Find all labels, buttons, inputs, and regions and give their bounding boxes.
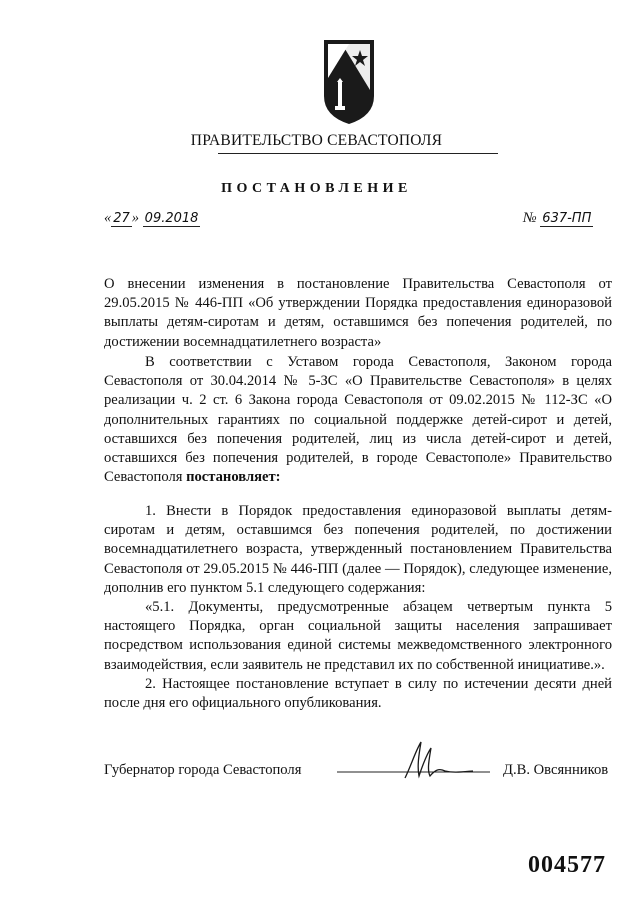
date-close-quote: » (131, 210, 140, 226)
resolution-items (104, 502, 612, 713)
signatory-position: Губернатор города Севастополя (104, 762, 302, 778)
preamble-bold-verb: постановляет: (186, 469, 281, 486)
document-number (523, 210, 593, 227)
item-1: 1. Внести в Порядок предоставления единоразовой выплаты детям-сиротам и детям, оставшимся без попечения родителей, по достижении восемнадцатилетнего возраста, утвержденный постановлением Правительства Севастополя от 29.05.2015 № 446-ПП (далее — Порядок), следующее изменение, дополнив его пунктом 5.1 следующего содержания: (104, 503, 612, 596)
header-divider (218, 153, 498, 154)
document-type-heading: ПОСТАНОВЛЕНИЕ (221, 181, 412, 196)
date-day: 27 (113, 211, 130, 226)
subject-text: О внесении изменения в постановление Правительства Севастополя от 29.05.2015 № 446-ПП «Об утверждении Порядка предоставления единоразовой выплаты детям-сиротам и детям, оставшимся без попечения родителей, по достижении восемнадцатилетнего возраста» (104, 276, 612, 350)
government-title: ПРАВИТЕЛЬСТВО СЕВАСТОПОЛЯ (190, 132, 443, 149)
number-value: 637-ПП (542, 211, 592, 226)
item-2: 2. Настоящее постановление вступает в силу по истечении десяти дней после дня его официального опубликования. (104, 675, 612, 712)
handwritten-signature (335, 740, 495, 785)
date-month-year: 09.2018 (144, 211, 199, 226)
number-sign: № (523, 210, 537, 226)
item-1-quote: «5.1. Документы, предусмотренные абзацем четвертым пункта 5 настоящего Порядка, орган социальной защиты населения запрашивает посредством использования единой системы межведомственного электронного взаимодействия, если заявитель не представил их по собственной инициативе.». (104, 599, 612, 673)
preamble (104, 353, 612, 487)
signatory-name: Д.В. Овсянников (503, 762, 609, 778)
document-date (104, 210, 200, 227)
document-subject (104, 275, 612, 352)
document-serial-code: 004577 (528, 852, 606, 878)
date-open-quote: « (104, 210, 112, 226)
preamble-text: В соответствии с Уставом города Севастополя, Законом города Севастополя от 30.04.2014 № 5-ЗС «О Правительстве Севастополя» в целях реализации ч. 2 ст. 6 Закона города Севастополя от 09.02.2015 № 112-ЗС «О дополнительных гарантиях по социальной поддержке детей-сирот и детей, оставшихся без попечения родителей, лиц из числа детей-сирот и детей, оставшихся без попечения родителей, в городе Севастополе» Правительство Севастополя (104, 354, 612, 486)
sevastopol-coat-of-arms-emblem (322, 38, 376, 126)
